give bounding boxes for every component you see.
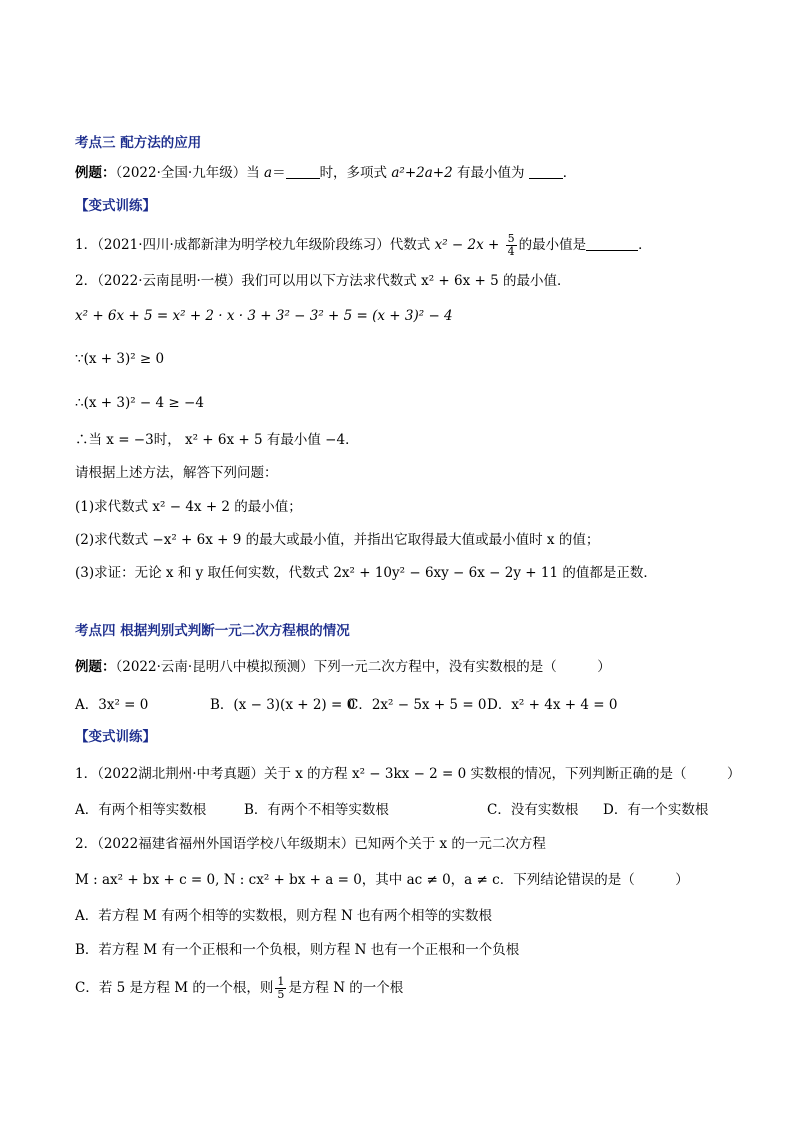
option-d: D．有一个实数根 bbox=[603, 802, 709, 818]
question-text: 代数式 bbox=[389, 237, 435, 253]
example-var: a bbox=[264, 165, 273, 181]
section-title: 考点四 根据判别式判断一元二次方程根的情况 bbox=[75, 623, 350, 639]
question-1 bbox=[75, 233, 652, 258]
example-text: ＝ bbox=[272, 165, 286, 181]
example-source: （2022·全国·九年级） bbox=[115, 165, 247, 181]
fraction bbox=[506, 233, 517, 258]
option-a: A．3x² = 0 bbox=[75, 697, 149, 713]
fraction-denominator: 4 bbox=[507, 245, 515, 258]
derivation-line-1: x² + 6x + 5 = x² + 2 · x · 3 + 3² − 3² + 5 = (x + 3)² − 4 bbox=[75, 308, 453, 324]
question-expr: x² − 2x + bbox=[434, 237, 504, 253]
question-2: 2．（2022福建省福州外国语学校八年级期末）已知两个关于 x 的一元二次方程 bbox=[75, 836, 546, 852]
training-label: 【变式训练】 bbox=[75, 198, 156, 214]
sub-question-3: (3)求证：无论 x 和 y 取任何实数，代数式 2x² + 10y² − 6xy − 6x − 2y + 11 的值都是正数． bbox=[75, 565, 657, 581]
derivation-line-3: ∴(x + 3)² − 4 ≥ −4 bbox=[75, 395, 204, 411]
sub-question-1: (1)求代数式 x² − 4x + 2 的最小值； bbox=[75, 499, 302, 515]
option-text: C．若 5 是方程 M 的一个根，则 bbox=[75, 980, 274, 996]
fraction bbox=[275, 976, 286, 1001]
example-line bbox=[75, 163, 576, 183]
example-line bbox=[75, 657, 611, 677]
option-c bbox=[75, 976, 403, 1001]
answer-blank bbox=[286, 164, 320, 179]
question-text: ． bbox=[638, 237, 652, 253]
option-c: C．2x² − 5x + 5 = 0 bbox=[348, 697, 487, 713]
section-title: 考点三 配方法的应用 bbox=[75, 135, 202, 151]
answer-blank bbox=[529, 164, 563, 179]
question-2-equations: M : ax² + bx + c = 0, N : cx² + bx + a = 0，其中 ac ≠ 0，a ≠ c．下列结论错误的是（ ） bbox=[75, 872, 689, 888]
answer-blank bbox=[586, 236, 638, 251]
option-text: 是方程 N 的一个根 bbox=[288, 980, 404, 996]
example-text: （2022·云南·昆明八中模拟预测）下列一元二次方程中，没有实数根的是（ ） bbox=[115, 659, 611, 675]
derivation-line-2: ∵(x + 3)² ≥ 0 bbox=[75, 351, 165, 367]
question-text: 的最小值是 bbox=[518, 237, 587, 253]
option-d: D．x² + 4x + 4 = 0 bbox=[487, 697, 618, 713]
fraction-numerator: 1 bbox=[277, 975, 285, 988]
question-text: 我们可以用以下方法求代数式 x² + 6x + 5 的最小值． bbox=[241, 273, 571, 289]
example-text: 当 bbox=[246, 165, 264, 181]
instruction-line: 请根据上述方法，解答下列问题： bbox=[75, 465, 278, 481]
derivation-line-4: ∴当 x = −3时， x² + 6x + 5 有最小值 −4． bbox=[75, 432, 359, 448]
question-source: （2021·四川·成都新津为明学校九年级阶段练习） bbox=[97, 237, 390, 253]
question-2 bbox=[75, 271, 570, 291]
option-b: B．若方程 M 有一个正根和一个负根，则方程 N 也有一个正根和一个负根 bbox=[75, 942, 520, 958]
fraction-numerator: 5 bbox=[507, 232, 515, 245]
option-a: A．若方程 M 有两个相等的实数根，则方程 N 也有两个相等的实数根 bbox=[75, 908, 493, 924]
example-text: ． bbox=[562, 165, 577, 181]
option-a: A．有两个相等实数根 bbox=[75, 802, 207, 818]
fraction-denominator: 5 bbox=[277, 988, 285, 1001]
example-label: 例题： bbox=[75, 659, 116, 675]
option-b: B．(x − 3)(x + 2) = 0 bbox=[210, 697, 356, 713]
option-b: B．有两个不相等实数根 bbox=[244, 802, 389, 818]
sub-question-2: (2)求代数式 −x² + 6x + 9 的最大或最小值，并指出它取得最大值或最小值时 x 的值； bbox=[75, 532, 600, 548]
question-source: （2022·云南昆明·一模） bbox=[97, 273, 242, 289]
question-num: 1． bbox=[75, 237, 98, 253]
training-label: 【变式训练】 bbox=[75, 729, 156, 745]
example-text: 有最小值为 bbox=[452, 165, 529, 181]
example-poly: a²+2a+2 bbox=[391, 165, 453, 181]
question-1: 1．（2022湖北荆州·中考真题）关于 x 的方程 x² − 3kx − 2 = 0 实数根的情况，下列判断正确的是（ ） bbox=[75, 766, 741, 782]
option-c: C．没有实数根 bbox=[487, 802, 579, 818]
question-num: 2． bbox=[75, 273, 98, 289]
example-text: 时，多项式 bbox=[319, 165, 392, 181]
example-label: 例题： bbox=[75, 165, 116, 181]
